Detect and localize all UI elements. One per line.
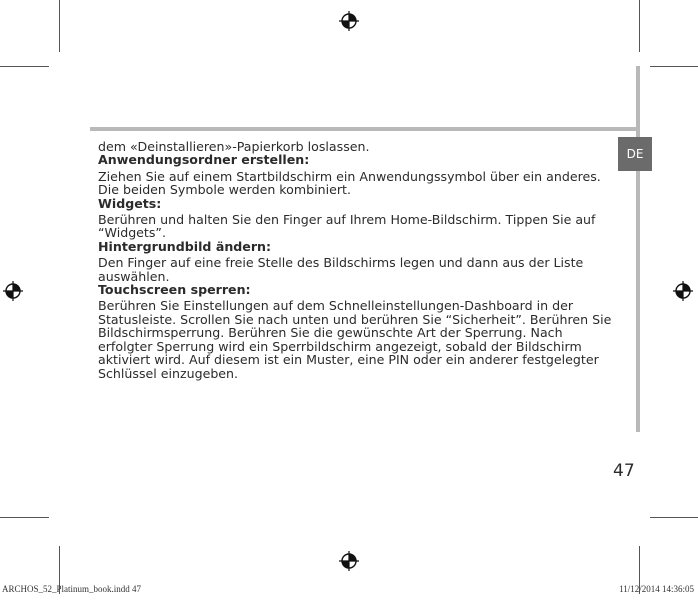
- crop-mark-bottom-right-horizontal: [650, 517, 698, 518]
- paragraph: Berühren Sie Einstellungen auf dem Schnelleinstellungen-Dashboard in der Statusleiste. Scrollen Sie nach unten und berühren Sie “Sicherheit”. Berühren Sie Bildschirmsperrung. Berühren Sie die gewünschte Art der Sperrung. Nach erfolgter Sperrung wird ein Sperrbildschirm angezeigt, sobald der Bildschirm aktiviert wird. Auf diesem ist ein Muster, eine PIN oder ein anderer festgelegter Schlüssel einzugeben.: [98, 298, 612, 381]
- section-heading: Anwendungsordner erstellen:: [98, 152, 310, 168]
- crop-mark-bottom-left-horizontal: [0, 517, 49, 518]
- section-heading: Hintergrundbild ändern:: [98, 238, 272, 254]
- paragraph: dem «Deinstallieren»-Papierkorb loslassen.: [98, 139, 370, 154]
- language-tab: DE: [618, 137, 652, 171]
- paragraph: Berühren und halten Sie den Finger auf Ihrem Home-Bildschirm. Tippen Sie auf “Widgets”.: [98, 212, 596, 241]
- registration-mark-icon: [339, 11, 359, 31]
- header-rule: [90, 127, 640, 131]
- paragraph: Die beiden Symbole werden kombiniert.: [98, 182, 351, 198]
- crop-mark-top-left-vertical: [59, 0, 60, 52]
- page-content: [98, 140, 618, 380]
- paragraph: Ziehen Sie auf einem Startbildschirm ein Anwendungssymbol über ein anderes.: [98, 168, 601, 184]
- registration-mark-icon: [339, 551, 359, 571]
- crop-mark-top-right-vertical: [639, 0, 640, 52]
- page-number: 47: [613, 461, 635, 481]
- registration-mark-icon: [673, 281, 693, 301]
- paragraph: Den Finger auf eine freie Stelle des Bildschirms legen und dann aus der Liste auswählen.: [98, 255, 584, 284]
- section-heading: Touchscreen sperren:: [98, 282, 251, 298]
- side-rule: [636, 66, 640, 432]
- crop-mark-top-right-horizontal: [650, 66, 698, 67]
- section-heading: Widgets:: [98, 195, 162, 211]
- registration-mark-icon: [3, 281, 23, 301]
- footer-timestamp: 11/12/2014 14:36:05: [619, 584, 694, 594]
- footer-filename: ARCHOS_52_Platinum_book.indd 47: [2, 584, 142, 594]
- crop-mark-top-left-horizontal: [0, 66, 49, 67]
